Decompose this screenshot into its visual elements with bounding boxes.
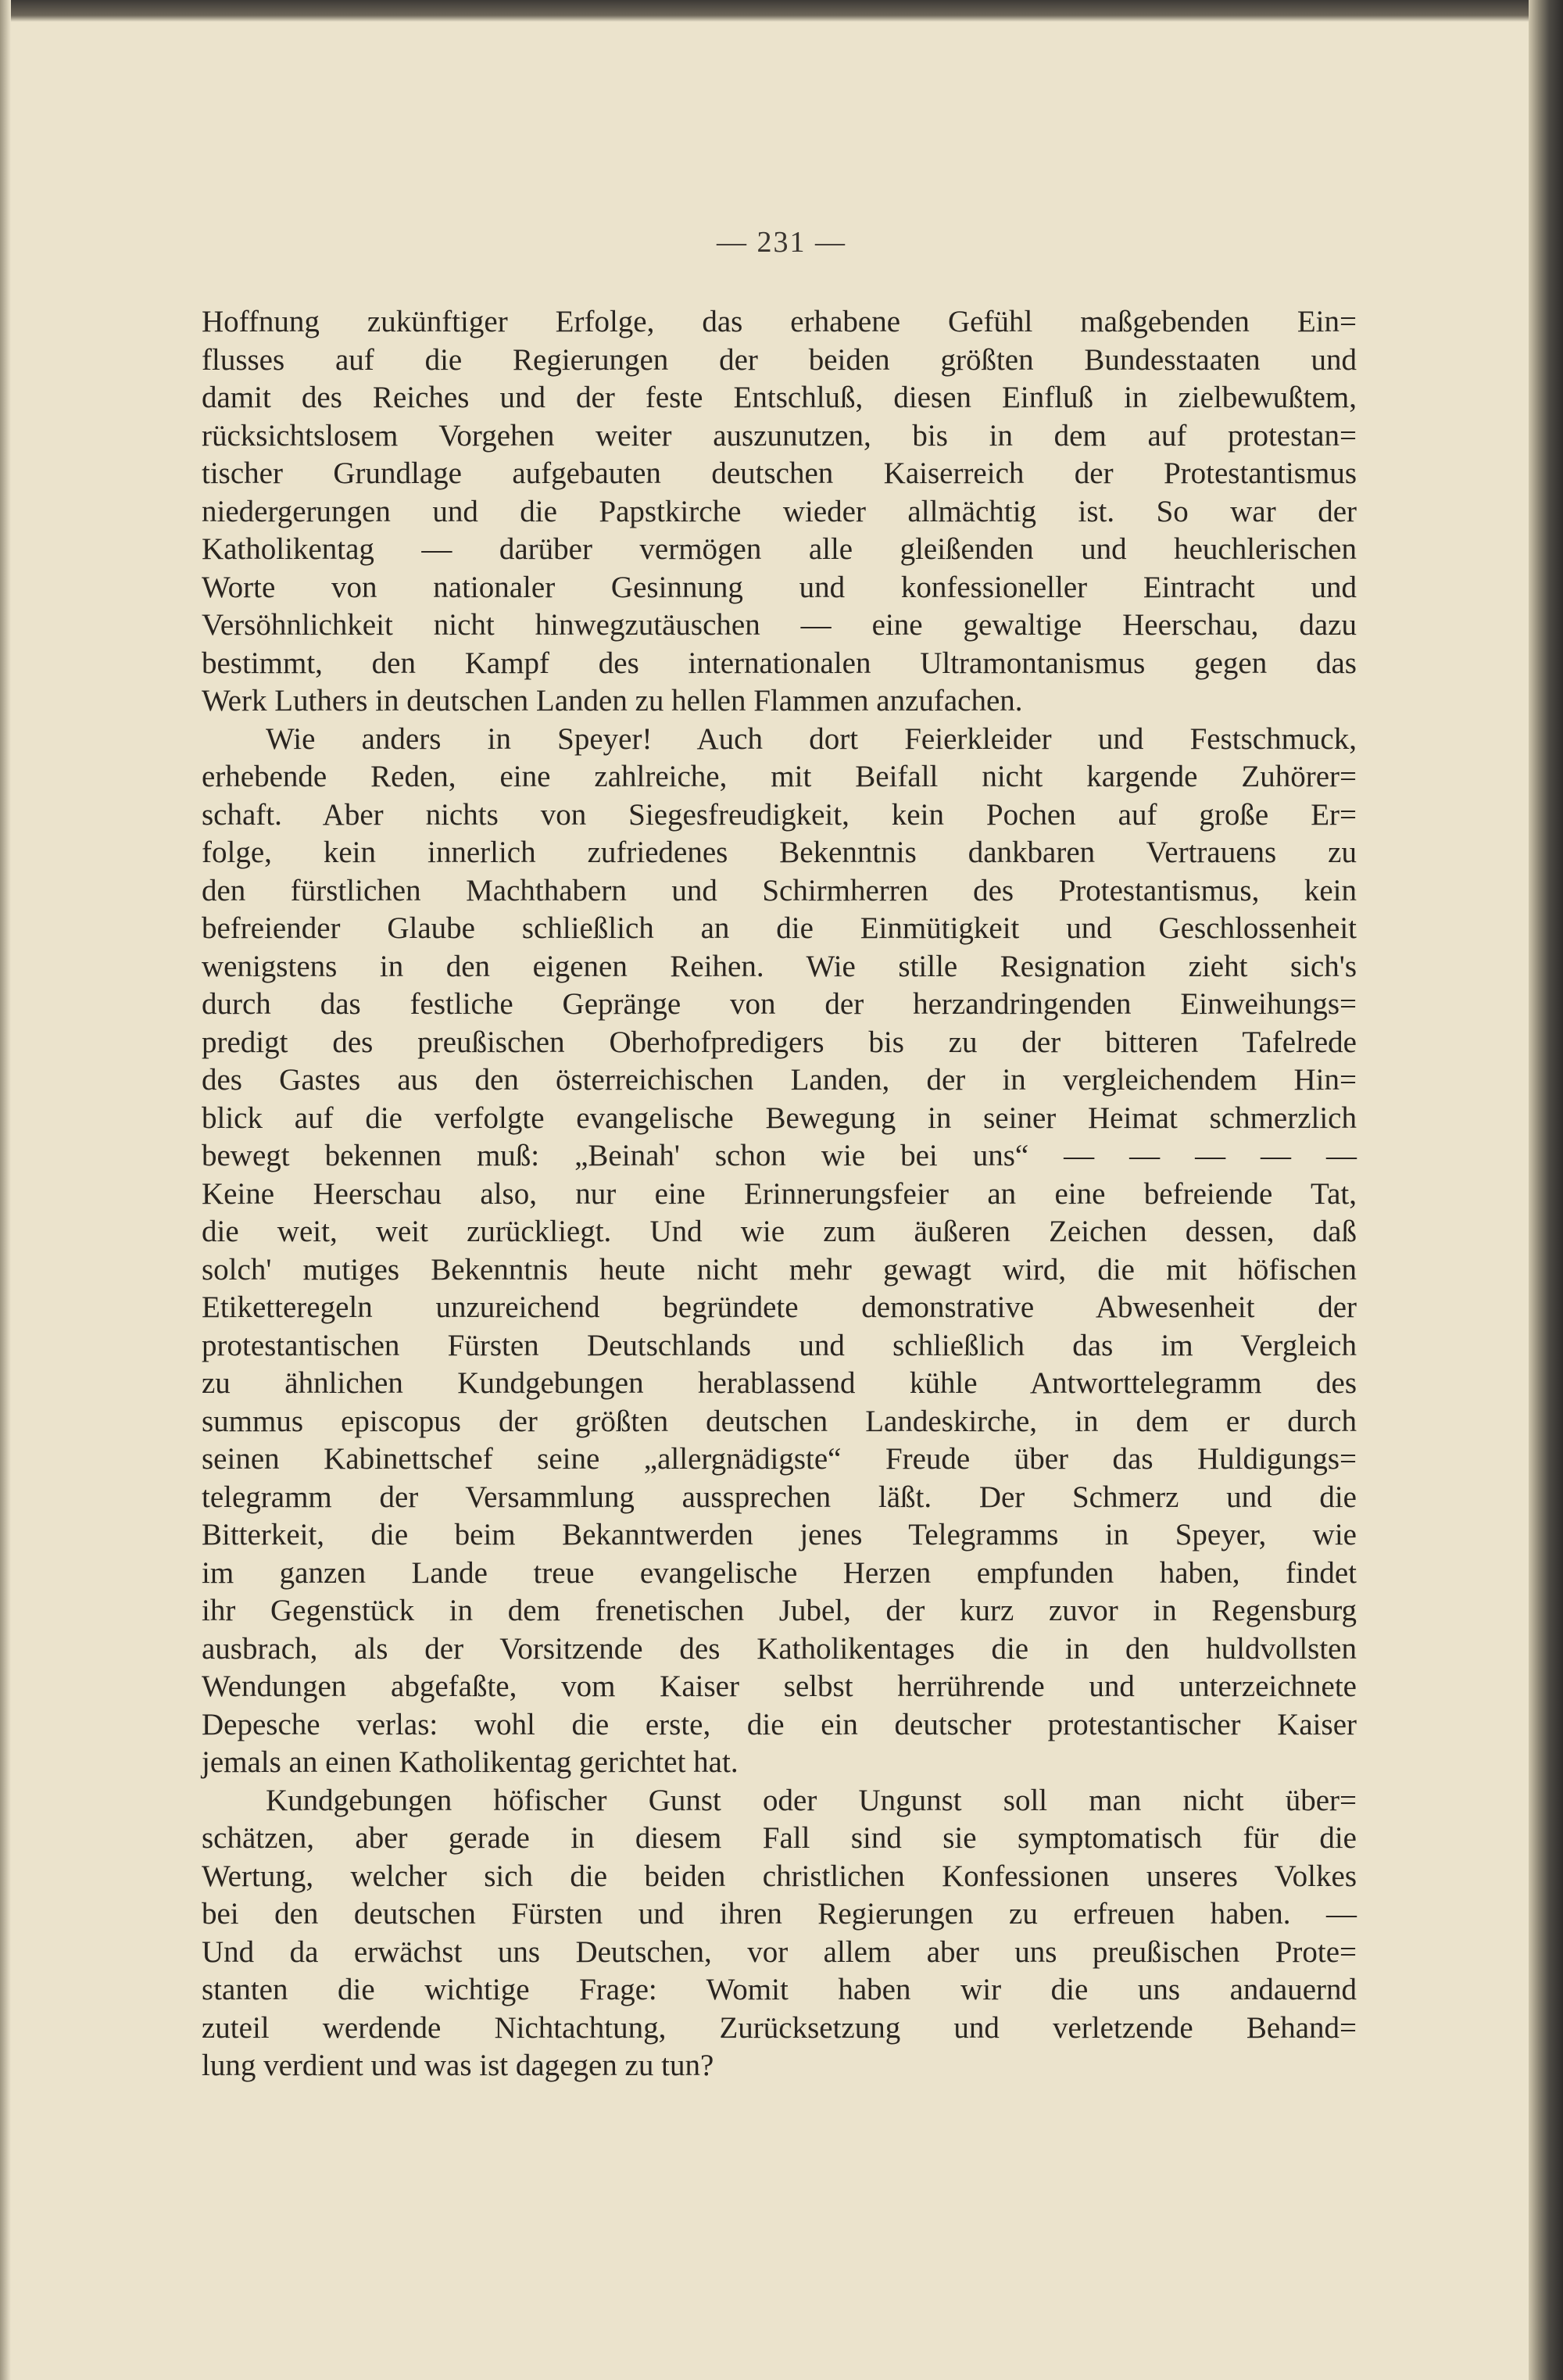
text-line: telegramm der Versammlung aussprechen läßt. Der Schmerz und die (202, 1480, 1357, 1514)
text-line: schaft. Aber nichts von Siegesfreudigkeit, kein Pochen auf große Er= (202, 797, 1357, 832)
text-line: blick auf die verfolgte evangelische Bewegung in seiner Heimat schmerzlich (202, 1101, 1357, 1135)
text-line: wenigstens in den eigenen Reihen. Wie stille Resignation zieht sich's (202, 949, 1357, 983)
text-line: niedergerungen und die Papstkirche wieder allmächtig ist. So war der (202, 494, 1357, 528)
text-line: solch' mutiges Bekenntnis heute nicht mehr gewagt wird, die mit höfischen (202, 1252, 1357, 1287)
text-line: den fürstlichen Machthabern und Schirmherren des Protestantismus, kein (202, 873, 1357, 907)
text-line: des Gastes aus den österreichischen Landen, der in vergleichendem Hin= (202, 1063, 1357, 1097)
text-line: lung verdient und was ist dagegen zu tun? (202, 2049, 714, 2082)
text-line: Und da erwächst uns Deutschen, vor allem aber uns preußischen Prote= (202, 1934, 1357, 1969)
text-line: protestantischen Fürsten Deutschlands und schließlich das im Vergleich (202, 1328, 1357, 1362)
text-line: Depesche verlas: wohl die erste, die ein deutscher protestantischer Kaiser (202, 1707, 1357, 1741)
text-line: zu ähnlichen Kundgebungen herablassend kühle Antworttelegramm des (202, 1366, 1357, 1400)
text-line: schätzen, aber gerade in diesem Fall sind sie symptomatisch für die (202, 1821, 1357, 1855)
scan-top-edge (0, 0, 1563, 22)
text-line: Keine Heerschau also, nur eine Erinnerungsfeier an eine befreiende Tat, (202, 1176, 1357, 1211)
text-line: seinen Kabinettschef seine „allergnädigste“ Freude über das Huldigungs= (202, 1442, 1357, 1476)
text-line: Wertung, welcher sich die beiden christlichen Konfessionen unseres Volkes (202, 1859, 1357, 1893)
text-line: im ganzen Lande treue evangelische Herzen empfunden haben, findet (202, 1555, 1357, 1590)
text-line: die weit, weit zurückliegt. Und wie zum äußeren Zeichen dessen, daß (202, 1215, 1357, 1248)
text-line: Hoffnung zukünftiger Erfolge, das erhabene Gefühl maßgebenden Ein= (202, 305, 1357, 338)
text-line: Versöhnlichkeit nicht hinwegzutäuschen — eine gewaltige Heerschau, dazu (202, 608, 1357, 642)
text-line: flusses auf die Regierungen der beiden größten Bundesstaaten und (202, 342, 1357, 377)
text-line: Kundgebungen höfischer Gunst oder Ungunst soll man nicht über= (266, 1783, 1357, 1817)
text-line: tischer Grundlage aufgebauten deutschen Kaiserreich der Protestantismus (202, 456, 1357, 490)
book-binding-edge (1529, 0, 1563, 2380)
text-line: bei den deutschen Fürsten und ihren Regierungen zu erfreuen haben. — (202, 1897, 1357, 1931)
text-line: predigt des preußischen Oberhofpredigers bis zu der bitteren Tafelrede (202, 1025, 1357, 1059)
text-line: zuteil werdende Nichtachtung, Zurücksetzung und verletzende Behand= (202, 2010, 1357, 2045)
text-line: Worte von nationaler Gesinnung und konfessioneller Eintracht und (202, 570, 1357, 604)
body-text (202, 303, 1357, 2085)
text-line: befreiender Glaube schließlich an die Einmütigkeit und Geschlossenheit (202, 911, 1357, 945)
text-line: rücksichtslosem Vorgehen weiter auszunutzen, bis in dem auf protestan= (202, 418, 1357, 453)
text-line: damit des Reiches und der feste Entschluß, diesen Einfluß in zielbewußtem, (202, 381, 1357, 414)
page-number: — 231 — (717, 226, 846, 259)
text-line: Wendungen abgefaßte, vom Kaiser selbst herrührende und unterzeichnete (202, 1670, 1357, 1703)
text-line: Katholikentag — darüber vermögen alle gleißenden und heuchlerischen (202, 532, 1357, 566)
text-line: summus episcopus der größten deutschen Landeskirche, in dem er durch (202, 1404, 1357, 1438)
text-line: stanten die wichtige Frage: Womit haben wir die uns andauernd (202, 1973, 1357, 2006)
text-line: Etiketteregeln unzureichend begründete demonstrative Abwesenheit der (202, 1290, 1357, 1324)
text-line: Bitterkeit, die beim Bekanntwerden jenes Telegramms in Speyer, wie (202, 1518, 1357, 1551)
text-line: Wie anders in Speyer! Auch dort Feierkleider und Festschmuck, (266, 721, 1357, 756)
text-line: ihr Gegenstück in dem frenetischen Jubel, der kurz zuvor in Regensburg (202, 1594, 1357, 1627)
text-line: Werk Luthers in deutschen Landen zu hellen Flammen anzufachen. (202, 684, 1023, 718)
text-line: jemals an einen Katholikentag gerichtet hat. (202, 1745, 739, 1779)
text-line: bewegt bekennen muß: „Beinah' schon wie bei uns“ — — — — — (202, 1139, 1357, 1172)
text-line: bestimmt, den Kampf des internationalen Ultramontanismus gegen das (202, 646, 1357, 680)
text-line: erhebende Reden, eine zahlreiche, mit Beifall nicht kargende Zuhörer= (202, 760, 1357, 793)
text-line: ausbrach, als der Vorsitzende des Katholikentages die in den huldvollsten (202, 1631, 1357, 1666)
text-line: folge, kein innerlich zufriedenes Bekenntnis dankbaren Vertrauens zu (202, 836, 1357, 869)
text-line: durch das festliche Gepränge von der herzandringenden Einweihungs= (202, 987, 1357, 1021)
scan-left-edge (0, 0, 11, 2380)
